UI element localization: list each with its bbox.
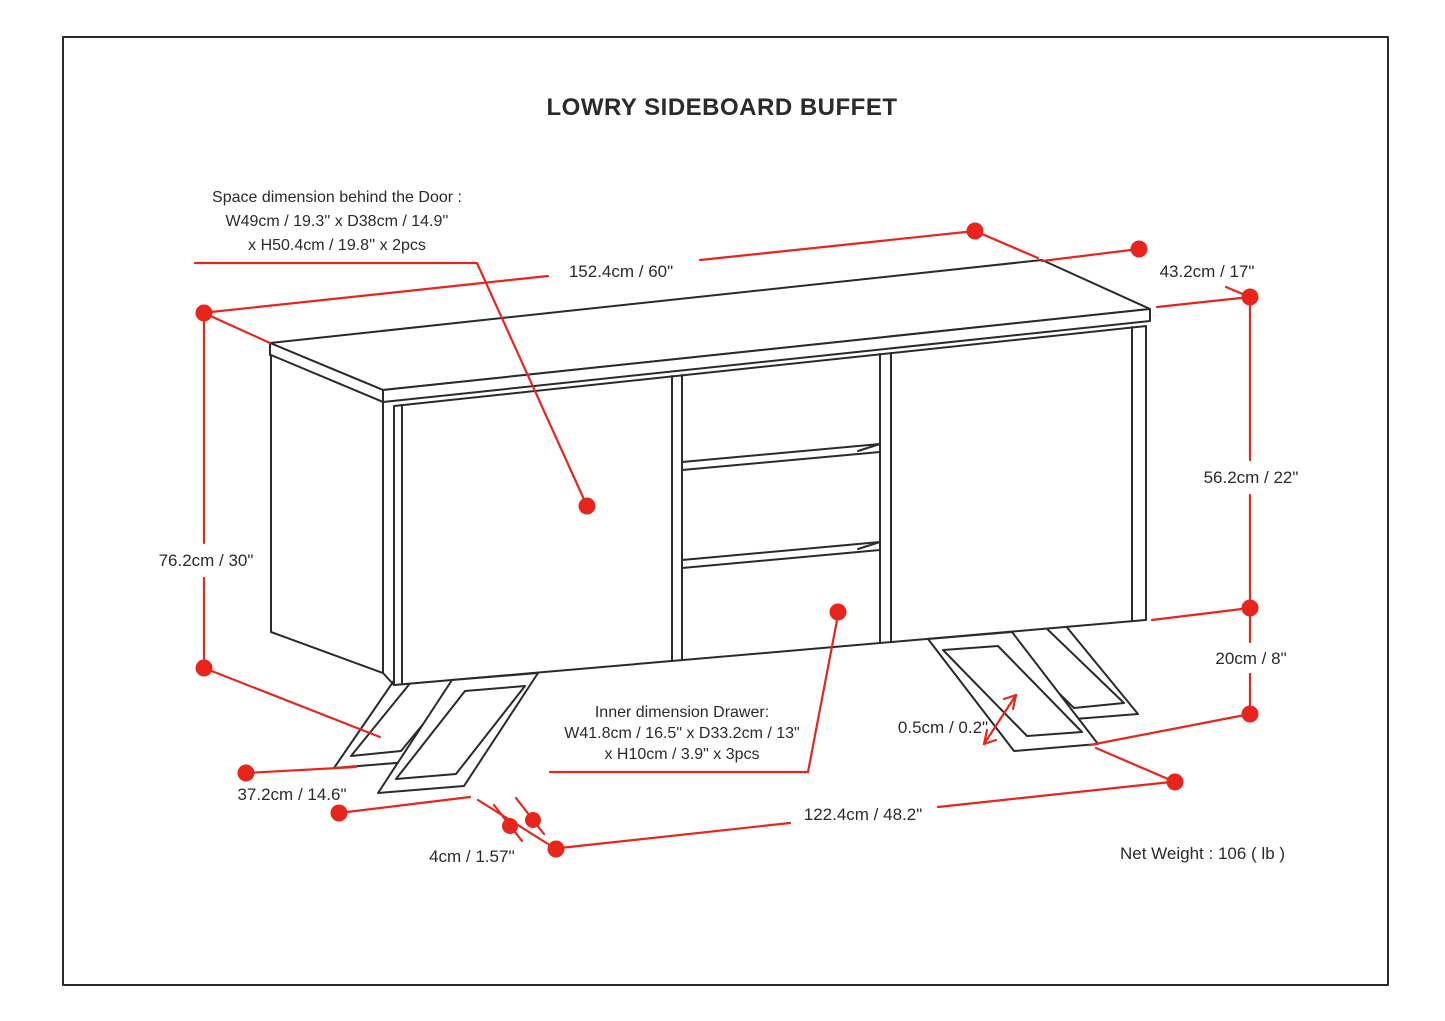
body-height-label: 56.2cm / 22" (1203, 468, 1299, 487)
side-panel (271, 355, 383, 673)
drawer-inner-note-line2: W41.8cm / 16.5" x D33.2cm / 13" (564, 725, 800, 742)
door-space-note-line3: x H50.4cm / 19.8'' x 2pcs (248, 237, 426, 254)
drawer-inner-note-line3: x H10cm / 3.9" x 3pcs (604, 746, 760, 763)
leg-height-label: 20cm / 8" (1215, 649, 1287, 668)
leg-frame-width-label: 4cm / 1.57'' (429, 847, 515, 866)
page-title: LOWRY SIDEBOARD BUFFET (546, 94, 898, 121)
feet-span-label: 122.4cm / 48.2" (803, 805, 923, 824)
door-space-note-line1: Space dimension behind the Door : (212, 189, 462, 206)
net-weight-label: Net Weight : 106 ( lb ) (1120, 844, 1286, 863)
top-depth-label: 43.2cm / 17" (1159, 262, 1255, 281)
overall-height-label: 76.2cm / 30" (158, 551, 254, 570)
front-left-leg (378, 673, 538, 793)
leg-thickness-label: 0.5cm / 0.2" (897, 718, 989, 737)
door-space-note-line2: W49cm / 19.3'' x D38cm / 14.9'' (225, 213, 449, 230)
bottom-corner-line (383, 673, 394, 685)
leg-inset-label: 37.2cm / 14.6" (237, 785, 347, 804)
drawer-inner-note-line1: Inner dimension Drawer: (594, 704, 770, 721)
top-width-label: 152.4cm / 60" (568, 262, 674, 281)
